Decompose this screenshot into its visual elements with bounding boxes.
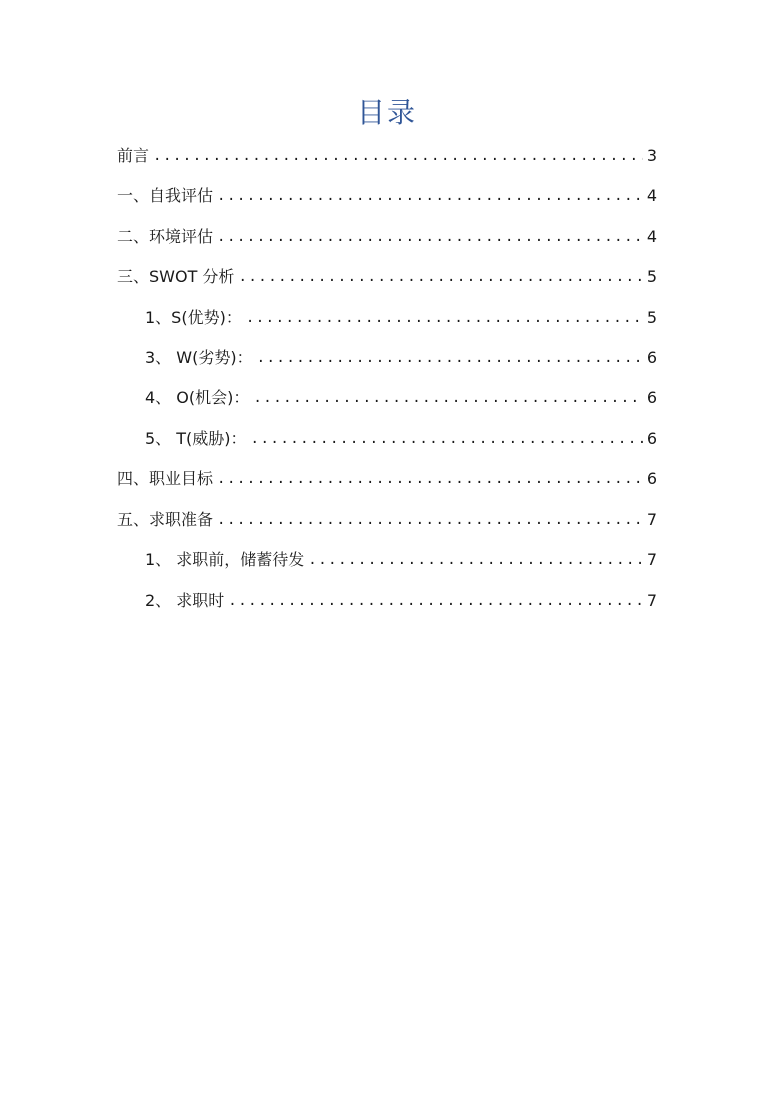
toc-entry[interactable] xyxy=(117,136,657,176)
toc-entry-label: 5、 T(威胁)： xyxy=(145,429,247,448)
toc-entry[interactable] xyxy=(117,257,657,297)
toc-leader-dots xyxy=(238,257,642,297)
toc-leader-dots xyxy=(217,217,643,257)
toc-entry-label: 三、SWOT 分析 xyxy=(117,267,235,286)
toc-leader-dots xyxy=(217,500,643,540)
toc-entry-page: 4 xyxy=(646,186,657,205)
toc-entry-label: 3、 W(劣势)： xyxy=(145,348,253,367)
toc-leader-dots xyxy=(257,338,643,378)
toc-entry[interactable] xyxy=(145,378,657,418)
toc-entry[interactable] xyxy=(145,298,657,338)
toc-entry-label: 四、职业目标 xyxy=(117,469,214,488)
toc-leader-dots xyxy=(217,459,643,499)
toc-entry-page: 3 xyxy=(646,146,657,165)
toc-entry[interactable] xyxy=(117,176,657,216)
toc-entry[interactable] xyxy=(145,419,657,459)
toc-leader-dots xyxy=(253,378,642,418)
toc-entry-page: 7 xyxy=(646,510,657,529)
toc-entry-page: 6 xyxy=(646,348,657,367)
toc-entry-page: 4 xyxy=(646,227,657,246)
toc-entry-label: 一、自我评估 xyxy=(117,186,214,205)
toc-entry-label: 2、 求职时 xyxy=(145,591,225,610)
toc-title: 目录 xyxy=(356,96,417,129)
toc-entry-page: 7 xyxy=(646,550,657,569)
toc-leader-dots xyxy=(153,136,643,176)
toc-entry[interactable] xyxy=(117,459,657,499)
toc-entry-page: 5 xyxy=(646,267,657,286)
toc-entry[interactable] xyxy=(145,540,657,580)
toc-entry[interactable] xyxy=(145,338,657,378)
toc-entry-label: 1、 求职前，储蓄待发 xyxy=(145,550,305,569)
toc-entry[interactable] xyxy=(145,581,657,621)
toc-leader-dots xyxy=(251,419,643,459)
toc-entry-label: 五、求职准备 xyxy=(117,510,214,529)
toc-entry-label: 二、环境评估 xyxy=(117,227,214,246)
toc-leader-dots xyxy=(308,540,643,580)
toc-entry[interactable] xyxy=(117,500,657,540)
toc-entry-page: 6 xyxy=(646,388,657,407)
toc-entry[interactable] xyxy=(117,217,657,257)
toc-entry-page: 6 xyxy=(646,469,657,488)
toc-entry-page: 7 xyxy=(646,591,657,610)
toc-entry-label: 前言 xyxy=(117,146,150,165)
toc-entry-page: 6 xyxy=(646,429,657,448)
toc-entry-label: 4、 O(机会)： xyxy=(145,388,250,407)
toc-entry-label: 1、S(优势)： xyxy=(145,308,242,327)
toc-entry-page: 5 xyxy=(646,308,657,327)
toc-leader-dots xyxy=(228,581,643,621)
toc-leader-dots xyxy=(246,298,643,338)
toc-leader-dots xyxy=(217,176,643,216)
